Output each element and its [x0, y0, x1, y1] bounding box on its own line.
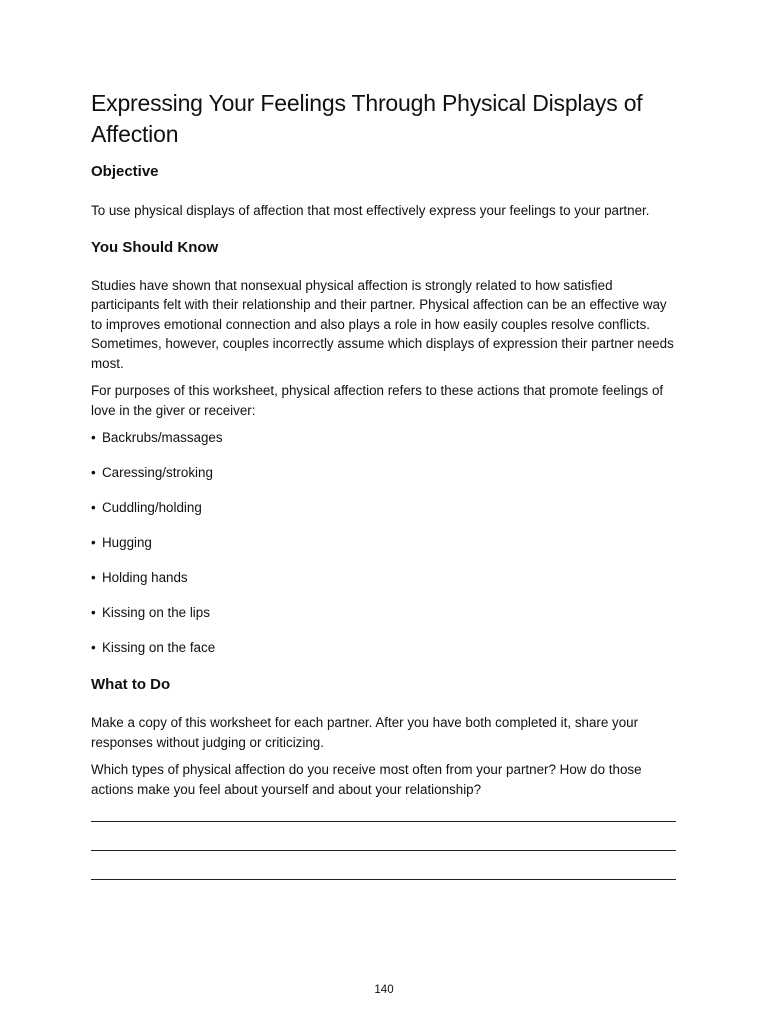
- objective-heading: Objective: [91, 163, 159, 180]
- page-number: 140: [374, 984, 394, 996]
- bullet-icon: •: [91, 570, 96, 585]
- list-item-label: Caressing/stroking: [102, 465, 213, 480]
- list-item: [91, 568, 677, 587]
- bullet-icon: •: [91, 500, 96, 515]
- list-item: [91, 428, 677, 447]
- list-item-label: Holding hands: [102, 570, 188, 585]
- answer-line[interactable]: [91, 821, 676, 822]
- list-item: [91, 638, 677, 657]
- worksheet-page: [91, 88, 677, 908]
- objective-text: To use physical displays of affection that most effectively express your feelings to your partner.: [91, 203, 650, 218]
- list-item: [91, 463, 677, 482]
- list-item-label: Kissing on the face: [102, 640, 216, 655]
- what-to-do-question: Which types of physical affection do you receive most often from your partner? How do those actions make you feel about yourself and about your relationship?: [91, 762, 642, 797]
- list-item: [91, 533, 677, 552]
- answer-lines: [91, 821, 677, 880]
- bullet-icon: •: [91, 465, 96, 480]
- bullet-icon: •: [91, 640, 96, 655]
- affection-list: [91, 428, 677, 657]
- answer-line[interactable]: [91, 879, 676, 880]
- bullet-icon: •: [91, 430, 96, 445]
- list-item: [91, 498, 677, 517]
- list-item: [91, 603, 677, 622]
- you-should-know-paragraph-1: Studies have shown that nonsexual physical affection is strongly related to how satisfied participants felt with their relationship and their partner. Physical affection can be an effective way to improves emotional connection and also plays a role in how easily couples resolve conflicts. Sometimes, however, couples incorrectly assume which displays of expression their partner needs most.: [91, 277, 674, 371]
- page-title: Expressing Your Feelings Through Physical Displays of Affection: [91, 90, 643, 147]
- list-item-label: Backrubs/massages: [102, 430, 223, 445]
- you-should-know-paragraph-2: For purposes of this worksheet, physical affection refers to these actions that promote feelings of love in the giver or receiver:: [91, 383, 664, 418]
- answer-line[interactable]: [91, 850, 676, 851]
- list-item-label: Hugging: [102, 535, 152, 550]
- list-item-label: Cuddling/holding: [102, 500, 202, 515]
- bullet-icon: •: [91, 535, 96, 550]
- bullet-icon: •: [91, 605, 96, 620]
- you-should-know-heading: You Should Know: [91, 238, 219, 256]
- list-item-label: Kissing on the lips: [102, 605, 210, 620]
- what-to-do-heading: What to Do: [91, 676, 171, 693]
- what-to-do-paragraph-1: Make a copy of this worksheet for each partner. After you have both completed it, share your responses without judging or criticizing.: [91, 715, 639, 750]
